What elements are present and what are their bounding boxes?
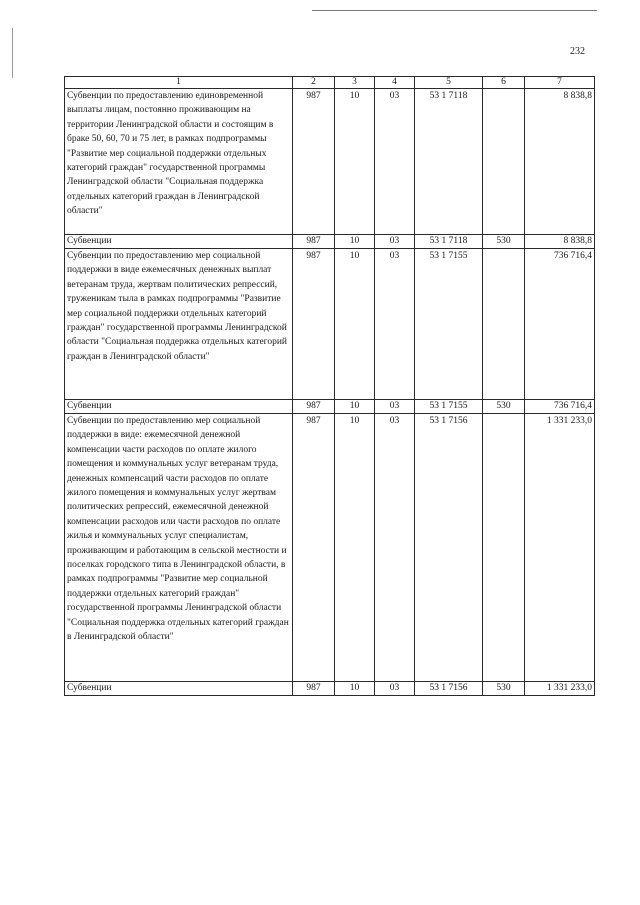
cell-section: 10 [335,249,375,400]
page-number: 232 [570,46,585,57]
cell-admin-code: 987 [293,414,335,682]
cell-expense-type [483,89,525,235]
row-description: Субвенции [65,400,293,414]
row-description: Субвенции [65,682,293,696]
cell-target-article: 53 1 7156 [415,682,483,696]
column-header: 5 [415,77,483,89]
cell-target-article: 53 1 7118 [415,235,483,249]
cell-section: 10 [335,400,375,414]
cell-admin-code: 987 [293,89,335,235]
cell-expense-type: 530 [483,235,525,249]
table-header-row [65,77,595,89]
column-header: 3 [335,77,375,89]
table-row [65,400,595,414]
cell-amount: 736 716,4 [525,249,595,400]
cell-admin-code: 987 [293,400,335,414]
table-row [65,682,595,696]
cell-expense-type [483,414,525,682]
column-header: 4 [375,77,415,89]
cell-subsection: 03 [375,682,415,696]
row-description: Субвенции по предоставлению мер социальной поддержки в виде: ежемесячной денежной компенсации части расходов по оплате жилого помещения и коммунальных услуг ветеранам труда, денежных компенсаций части расходов по оплате жилого помещения и коммунальных услуг жертвам политических репрессий, ежемесячной денежной компенсации расходов или части расходов по оплате жилья и коммунальных услуг специалистам, проживающим и работающим в сельской местности и поселках городского типа в Ленинградской области, в рамках подпрограммы "Развитие мер социальной поддержки отдельных категорий граждан" государственной программы Ленинградской области "Социальная поддержка отдельных категорий граждан в Ленинградской области" [65,414,293,682]
cell-target-article: 53 1 7156 [415,414,483,682]
cell-expense-type: 530 [483,400,525,414]
cell-admin-code: 987 [293,682,335,696]
cell-section: 10 [335,89,375,235]
scan-artifact-mark [12,28,13,78]
column-header: 2 [293,77,335,89]
cell-admin-code: 987 [293,249,335,400]
column-header: 1 [65,77,293,89]
cell-section: 10 [335,235,375,249]
cell-expense-type [483,249,525,400]
budget-table [64,76,595,696]
cell-target-article: 53 1 7155 [415,249,483,400]
row-description: Субвенции по предоставлению единовременной выплаты лицам, постоянно проживающим на территории Ленинградской области и состоящим в браке 50, 60, 70 и 75 лет, в рамках подпрограммы "Развитие мер социальной поддержки отдельных категорий граждан" государственной программы Ленинградской области "Социальная поддержка отдельных категорий граждан в Ленинградской области" [65,89,293,235]
cell-section: 10 [335,682,375,696]
cell-amount: 8 838,8 [525,89,595,235]
row-description: Субвенции [65,235,293,249]
row-description: Субвенции по предоставлению мер социальной поддержки в виде ежемесячных денежных выплат ветеранам труда, жертвам политических репрессий, труженикам тыла в рамках подпрограммы "Развитие мер социальной поддержки отдельных категорий граждан" государственной программы Ленинградской области "Социальная поддержка отдельных категорий граждан в Ленинградской области" [65,249,293,400]
cell-amount: 1 331 233,0 [525,414,595,682]
cell-target-article: 53 1 7118 [415,89,483,235]
cell-subsection: 03 [375,249,415,400]
table-row [65,235,595,249]
column-header: 7 [525,77,595,89]
column-header: 6 [483,77,525,89]
cell-subsection: 03 [375,400,415,414]
cell-subsection: 03 [375,89,415,235]
table-row [65,89,595,235]
scan-artifact-line [312,10,597,11]
table-row [65,414,595,682]
cell-target-article: 53 1 7155 [415,400,483,414]
cell-subsection: 03 [375,235,415,249]
table-row [65,249,595,400]
cell-admin-code: 987 [293,235,335,249]
cell-amount: 8 838,8 [525,235,595,249]
cell-section: 10 [335,414,375,682]
cell-amount: 736 716,4 [525,400,595,414]
cell-subsection: 03 [375,414,415,682]
cell-expense-type: 530 [483,682,525,696]
cell-amount: 1 331 233,0 [525,682,595,696]
